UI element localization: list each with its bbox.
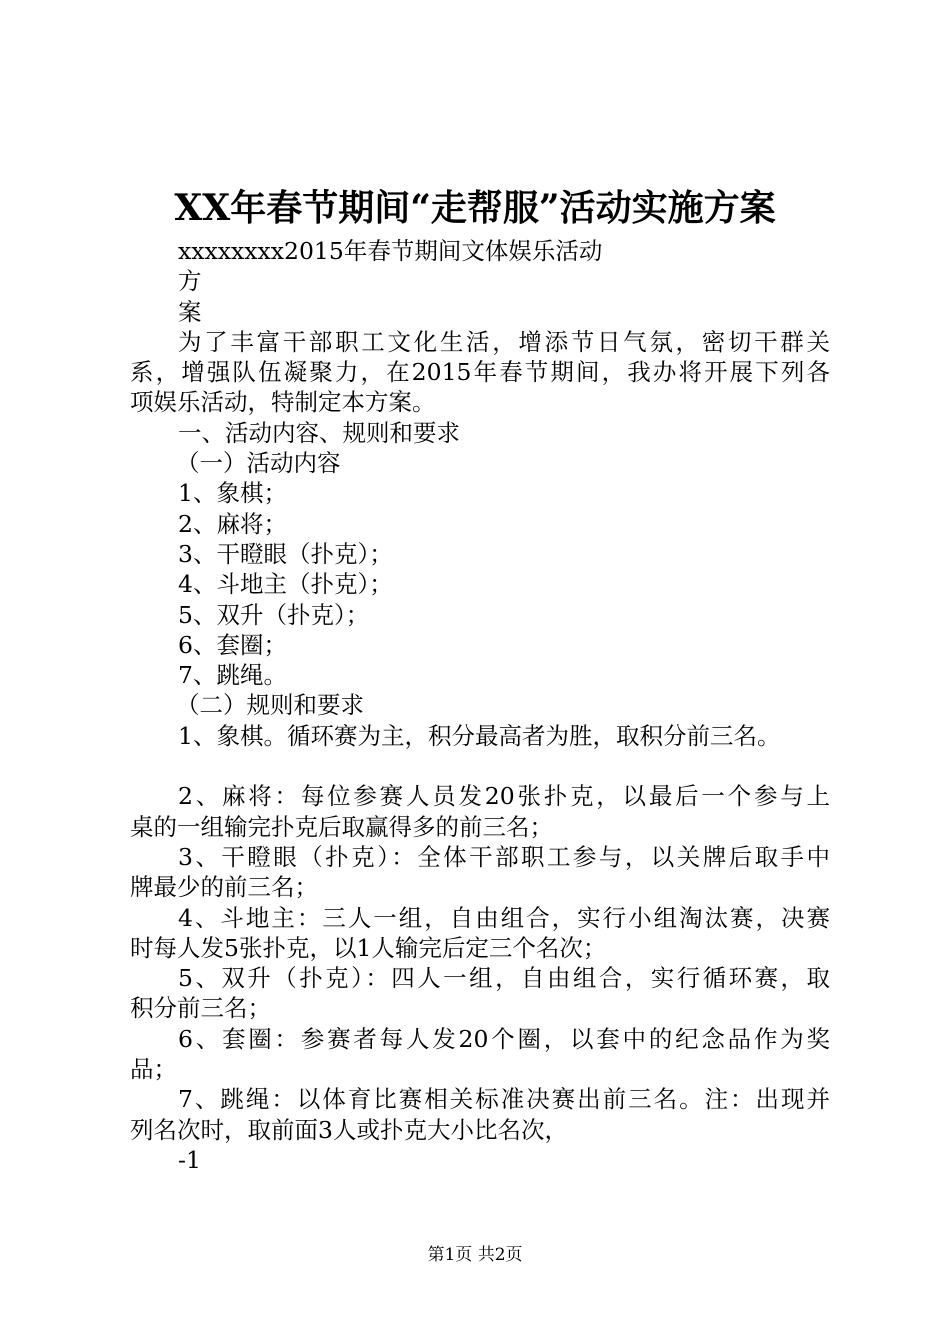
rule-line: 4、斗地主：三人一组，自由组合，实行小组淘汰赛，决赛 xyxy=(178,903,830,932)
document-body xyxy=(130,236,830,1175)
rule-line: 桌的一组输完扑克后取赢得多的前三名； xyxy=(130,812,553,841)
rule-line: 7、跳绳：以体育比赛相关标准决赛出前三名。注：出现并 xyxy=(178,1085,830,1114)
subsection-heading: （二）规则和要求 xyxy=(176,691,364,720)
rule-line: 6、套圈：参赛者每人发20个圈，以套中的纪念品作为奖 xyxy=(178,1024,830,1053)
rule-line: 品； xyxy=(130,1055,177,1084)
rule-line: 1、象棋。循环赛为主，积分最高者为胜，取积分前三名。 xyxy=(178,721,781,750)
paragraph-line: 项娱乐活动，特制定本方案。 xyxy=(130,388,436,417)
rule-line: 牌最少的前三名； xyxy=(130,873,318,902)
list-item: 3、干瞪眼（扑克）； xyxy=(178,539,393,568)
list-item: 5、双升（扑克）； xyxy=(178,600,370,629)
page-marker: -1 xyxy=(178,1145,201,1174)
section-heading: 一、活动内容、规则和要求 xyxy=(178,418,460,447)
list-item: 4、斗地主（扑克）； xyxy=(178,570,393,599)
paragraph-line: 系，增强队伍凝聚力，在2015年春节期间，我办将开展下列各 xyxy=(130,358,830,387)
list-item: 1、象棋； xyxy=(178,479,287,508)
subtitle-line: xxxxxxxx2015年春节期间文体娱乐活动 xyxy=(178,237,603,265)
blank-line xyxy=(130,751,830,781)
document-title: XX年春节期间“走帮服”活动实施方案 xyxy=(174,187,776,229)
rule-line: 3、干瞪眼（扑克）：全体干部职工参与，以关牌后取手中 xyxy=(178,842,830,871)
rule-line: 5、双升（扑克）：四人一组，自由组合，实行循环赛，取 xyxy=(178,964,830,993)
rule-line: 时每人发5张扑克，以1人输完后定三个名次； xyxy=(130,933,607,962)
rule-line: 列名次时，取前面3人或扑克大小比名次， xyxy=(130,1115,568,1144)
list-item: 7、跳绳。 xyxy=(178,661,287,690)
page-footer: 第1页 共2页 xyxy=(427,1245,523,1265)
subsection-heading: （一）活动内容 xyxy=(176,449,341,478)
rule-line: 2、麻将：每位参赛人员发20张扑克，以最后一个参与上 xyxy=(178,782,830,811)
subtitle-char-line: 案 xyxy=(178,297,202,326)
list-item: 2、麻将； xyxy=(178,509,287,538)
rule-line: 积分前三名； xyxy=(130,994,271,1023)
subtitle-char-line: 方 xyxy=(178,267,202,296)
list-item: 6、套圈； xyxy=(178,630,287,659)
paragraph-line: 为了丰富干部职工文化生活，增添节日气氛，密切干群关 xyxy=(178,327,830,356)
